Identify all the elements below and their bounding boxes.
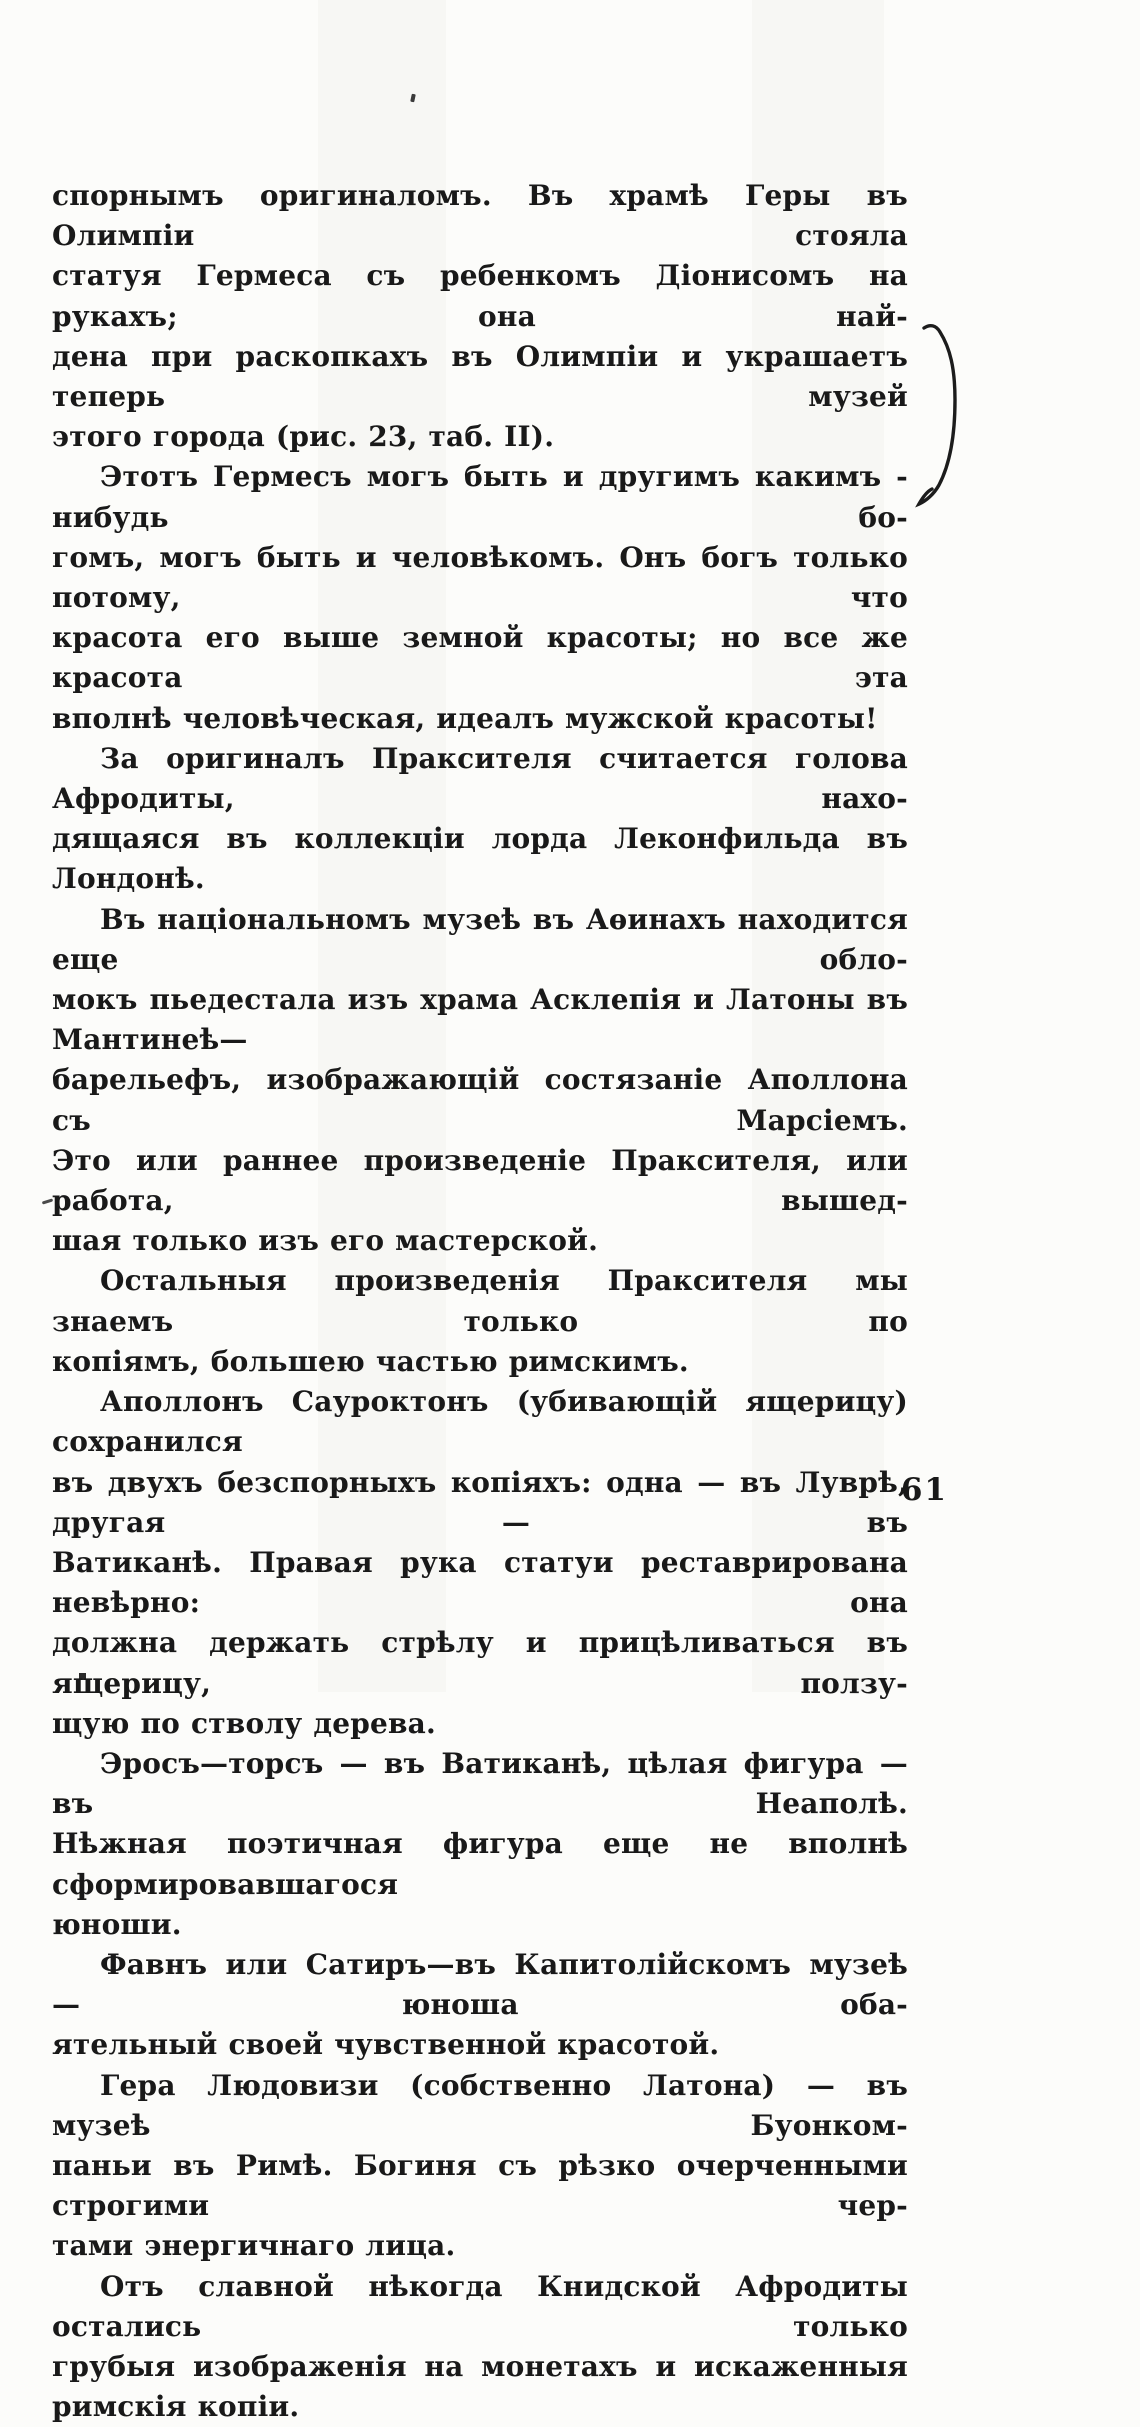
text-line: копіямъ, большею частью римскимъ. <box>52 1344 689 1378</box>
page-text-block <box>52 176 908 2427</box>
text-line: Отъ славной нѣкогда Книдской Афродиты остались только <box>52 2269 908 2343</box>
text-line: тами энергичнаго лица. <box>52 2229 456 2263</box>
text-line: въ двухъ безспорныхъ копіяхъ: одна — въ Луврѣ, другая — въ <box>52 1465 908 1539</box>
text-line: паньи въ Римѣ. Богиня съ рѣзко очерченными строгими чер- <box>52 2148 908 2223</box>
text-line: вполнѣ человѣческая, идеалъ мужской красоты! <box>52 701 878 735</box>
text-line: барельефъ, изображающій состязаніе Аполлона съ Марсіемъ. <box>52 1063 908 1137</box>
text-line: этого города (рис. 23, таб. II). <box>52 420 555 454</box>
text-line: Аполлонъ Сауроктонъ (убивающій ящерицу) сохранился <box>52 1385 908 1459</box>
text-line: юноши. <box>52 1907 182 1941</box>
text-line: ятельный своей чувственной красотой. <box>52 2028 720 2062</box>
text-line: Это или раннее произведеніе Праксителя, или работа, вышед- <box>52 1143 908 1218</box>
page-number: 61 <box>900 1472 948 1508</box>
text-line: должна держать стрѣлу и прицѣливаться въ ящерицу, ползу- <box>52 1626 908 1700</box>
text-line: грубыя изображенія на монетахъ и искаженныя римскія копіи. <box>52 2349 908 2424</box>
text-line: дящаяся въ коллекціи лорда Леконфильда въ Лондонѣ. <box>52 822 908 896</box>
text-line: За оригиналъ Праксителя считается голова Афродиты, нахо- <box>52 741 908 816</box>
text-line: Нѣжная поэтичная фигура еще не вполнѣ сформировавшагося <box>52 1827 908 1901</box>
text-line: Остальныя произведенія Праксителя мы знаемъ только по <box>52 1264 908 1338</box>
text-line: спорнымъ оригиналомъ. Въ храмѣ Геры въ Олимпіи стояла <box>52 179 908 253</box>
text-line: красота его выше земной красоты; но все же красота эта <box>52 621 908 695</box>
text-line: Фавнъ или Сатиръ—въ Капитолійскомъ музеѣ — юноша оба- <box>52 1947 908 2022</box>
text-line: Этотъ Гермесъ могъ быть и другимъ какимъ - нибудь бо- <box>52 460 908 534</box>
ink-speck <box>410 94 416 103</box>
text-line: дена при раскопкахъ въ Олимпіи и украшаетъ теперь музей <box>52 339 908 414</box>
text-line: Эросъ—торсъ — въ Ватиканѣ, цѣлая фигура — въ Неаполѣ. <box>52 1746 908 1821</box>
text-line: гомъ, могъ быть и человѣкомъ. Онъ богъ только потому, что <box>52 540 908 615</box>
text-line: статуя Гермеса съ ребенкомъ Діонисомъ на рукахъ; она най- <box>52 259 908 333</box>
text-line: Ватиканѣ. Правая рука статуи реставрирована невѣрно: она <box>52 1545 908 1620</box>
text-line: щую по стволу дерева. <box>52 1706 436 1740</box>
margin-annotation-mark <box>908 322 972 508</box>
text-line: Въ національномъ музеѣ въ Аѳинахъ находится еще обло- <box>52 902 908 976</box>
text-line: шая только изъ его мастерской. <box>52 1224 599 1258</box>
text-line: Гера Людовизи (собственно Латона) — въ музеѣ Буонком- <box>52 2068 908 2142</box>
text-line: мокъ пьедестала изъ храма Асклепія и Латоны въ Мантинеѣ— <box>52 983 908 1057</box>
